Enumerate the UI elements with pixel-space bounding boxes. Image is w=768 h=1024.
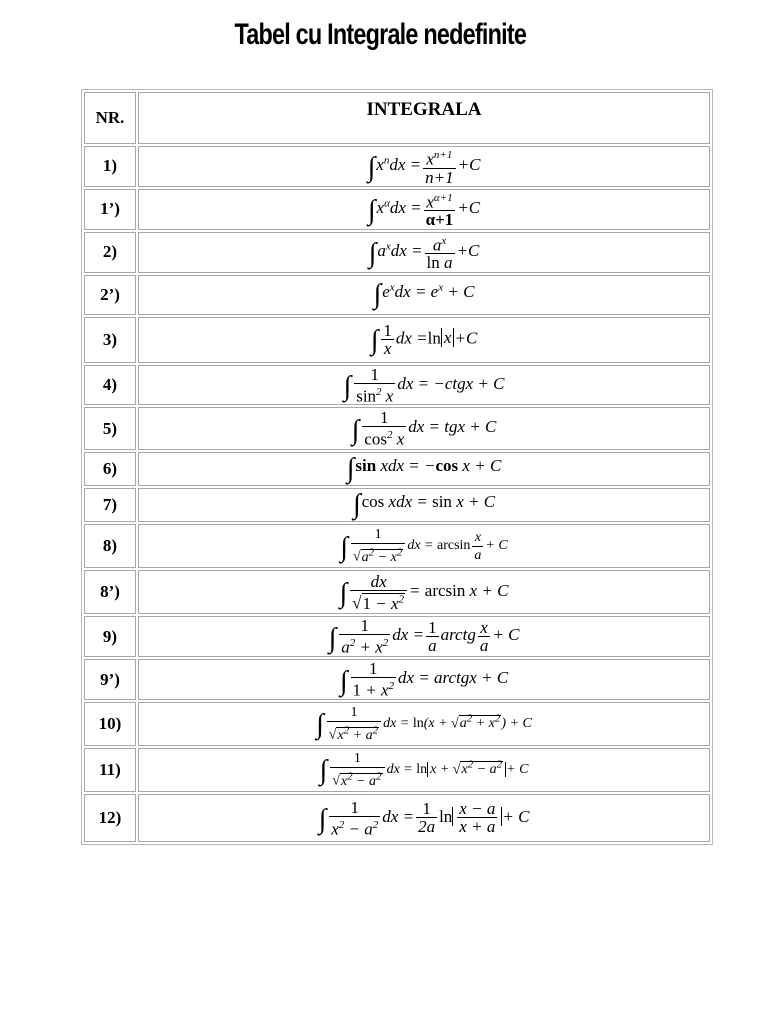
table-row (84, 616, 710, 657)
formula: ∫ $\frac{1}{√x^2 - a^2}$ dx = $\ln x + √x^2 - a^2 + C$ (138, 748, 710, 792)
table-row (84, 452, 710, 486)
formula: ∫ $\frac{1}{x}$ dx =ln x +C (138, 317, 710, 363)
table-row (84, 317, 710, 363)
formula: ∫ $\frac{1}{1 + x^2}$ dx = arctgx + C (138, 659, 710, 700)
row-number: 2’) (84, 275, 136, 315)
table-row (84, 275, 710, 315)
formula: ∫ $\frac{1}{x^2 - a^2}$ dx = $\frac{1}{2a}$ ln $\frac{x - a}{x + a}$ + C (138, 794, 710, 842)
row-number: 9) (84, 616, 136, 657)
formula: $\int x^ndx$ = $\frac{x^{n+1}}{n+1}$ +C (138, 146, 710, 187)
row-number: 5) (84, 407, 136, 450)
table-header-row (84, 92, 710, 144)
row-number: 8’) (84, 570, 136, 614)
row-number: 7) (84, 488, 136, 522)
row-number: 8) (84, 524, 136, 568)
page-title: Tabel cu Integrale nedefinite (234, 18, 527, 51)
integrals-table (81, 89, 713, 845)
header-integrala: INTEGRALA (138, 92, 710, 144)
formula: ∫sin xdx = −cos x + C (138, 452, 710, 486)
header-nr: NR. (84, 92, 136, 144)
table-row (84, 365, 710, 406)
row-number: 11) (84, 748, 136, 792)
table-row (84, 748, 710, 792)
formula: ∫cos xdx = sin x + C (138, 488, 710, 522)
row-number: 4) (84, 365, 136, 406)
formula: ∫ $\frac{1}{√a^2 - x^2}$ dx = arcsin $\frac{x}{a}$ + C (138, 524, 710, 568)
table-row (84, 570, 710, 614)
row-number: 2) (84, 232, 136, 273)
formula: $\int e^xdx = e^x + C$ (138, 275, 710, 315)
table-row (84, 524, 710, 568)
table-row (84, 407, 710, 450)
table-row (84, 659, 710, 700)
row-number: 1’) (84, 189, 136, 230)
formula: ∫ $\frac{dx}{√1 - x^2}$ = arcsin x + C (138, 570, 710, 614)
table-row (84, 488, 710, 522)
table-row (84, 146, 710, 187)
row-number: 1) (84, 146, 136, 187)
table-row (84, 794, 710, 842)
table-row (84, 232, 710, 273)
formula: ∫ $\frac{1}{√x^2 + a^2}$ dx = $\ln(x + √a^2 + x^2) + C$ (138, 702, 710, 746)
formula: $\int x^\alpha dx$ = $\frac{x^{\alpha+1}}{\alpha+1}$ +C (138, 189, 710, 230)
table-row (84, 189, 710, 230)
formula: ∫ $\frac{1}{\sin^2 x}$ dx = −ctgx + C (138, 365, 710, 406)
row-number: 12) (84, 794, 136, 842)
row-number: 3) (84, 317, 136, 363)
formula: ∫ $\frac{1}{a^2 + x^2}$ dx = $\frac{1}{a}$ arctg $\frac{x}{a}$ + C (138, 616, 710, 657)
table-row (84, 702, 710, 746)
row-number: 10) (84, 702, 136, 746)
row-number: 6) (84, 452, 136, 486)
formula: $\int a^xdx$ = $\frac{a^x}{\text{ln a}}$ +C (138, 232, 710, 273)
row-number: 9’) (84, 659, 136, 700)
formula: ∫ $\frac{1}{\cos^2 x}$ dx = tgx + C (138, 407, 710, 450)
